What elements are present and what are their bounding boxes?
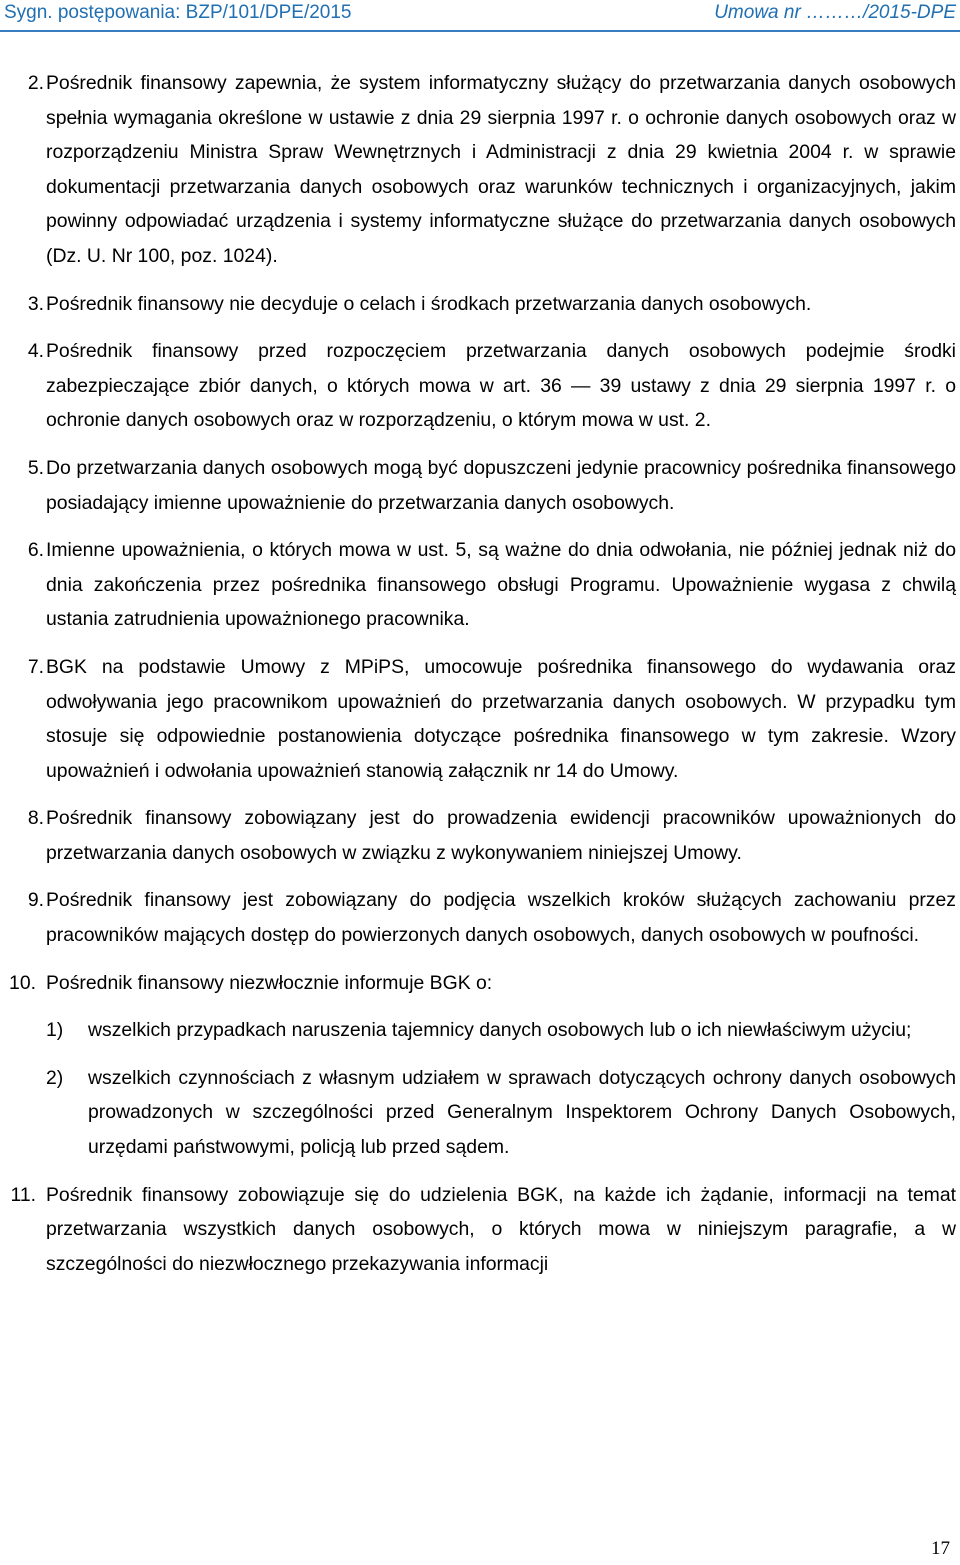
paragraph-number: 8. [27, 807, 44, 830]
page-header [0, 0, 960, 30]
paragraph-number: 11. [10, 1183, 36, 1206]
paragraph-text: Pośrednik finansowy niezwłocznie informuje BGK o: [46, 971, 493, 994]
paragraph-11 [10, 1178, 956, 1282]
subparagraph-text: wszelkich czynnościach z własnym udziałem w sprawach dotyczących ochrony danych osobowych prowadzonych w szczególności przed Generalnym Inspektorem Ochrony Danych Osobowych, urzędami państwowymi, policją lub przed sądem. [88, 1066, 956, 1159]
page-number: 17 [931, 1538, 950, 1559]
document-body [10, 66, 956, 1281]
paragraph-5 [10, 451, 956, 520]
subparagraph-number: 2) [46, 1066, 64, 1089]
paragraph-number: 2. [27, 72, 44, 94]
paragraph-number: 4. [27, 340, 44, 363]
header-rule [0, 30, 960, 32]
paragraph-number: 6. [27, 539, 44, 562]
paragraph-text: BGK na podstawie Umowy z MPiPS, umocowuje pośrednika finansowego do wydawania oraz odwoływania jego pracownikom upoważnień do przetwarzania danych osobowych. W przypadku tym stosuje się odpowiednie postanowienia dotyczące pośrednika finansowego w tym zakresie. Wzory upoważnień i odwołania upoważnień stanowią załącznik nr 14 do Umowy. [46, 655, 956, 782]
paragraph-number: 3. [27, 292, 44, 315]
paragraph-number: 7. [27, 655, 44, 678]
paragraph-text: Pośrednik finansowy zapewnia, że system informatyczny służący do przetwarzania danych osobowych spełnia wymagania określone w ustawie z dnia 29 sierpnia 1997 r. o ochronie danych osobowych oraz w rozporządzeniu Ministra Spraw Wewnętrznych i Administracji z dnia 29 kwietnia 2004 r. w sprawie dokumentacji przetwarzania danych osobowych oraz warunków technicznych i organizacyjnych, jakim powinny odpowiadać urządzenia i systemy informatyczne służące do przetwarzania danych osobowych (Dz. U. Nr 100, poz. 1024). [46, 72, 956, 267]
paragraph-6 [10, 533, 956, 637]
paragraph-text: Pośrednik finansowy zobowiązany jest do prowadzenia ewidencji pracowników upoważnionych do przetwarzania danych osobowych w związku z wykonywaniem niniejszej Umowy. [46, 807, 956, 864]
paragraph-10 [10, 966, 956, 1001]
contract-number: Umowa nr ………/2015-DPE [714, 2, 956, 23]
case-reference: Sygn. postępowania: BZP/101/DPE/2015 [4, 2, 352, 23]
subparagraph-number: 1) [46, 1019, 64, 1042]
paragraph-number: 10. [9, 971, 36, 994]
subparagraph-text: wszelkich przypadkach naruszenia tajemnicy danych osobowych lub o ich niewłaściwym użyciu; [88, 1019, 912, 1042]
paragraph-3 [10, 287, 956, 322]
paragraph-4 [10, 334, 956, 438]
paragraph-text: Pośrednik finansowy przed rozpoczęciem przetwarzania danych osobowych podejmie środki zabezpieczające zbiór danych, o których mowa w art. 36 ― 39 ustawy z dnia 29 sierpnia 1997 r. o ochronie danych osobowych oraz w rozporządzeniu, o którym mowa w ust. 2. [46, 340, 956, 432]
paragraph-text: Do przetwarzania danych osobowych mogą być dopuszczeni jedynie pracownicy pośrednika finansowego posiadający imienne upoważnienie do przetwarzania danych osobowych. [46, 456, 956, 514]
paragraph-text: Pośrednik finansowy zobowiązuje się do udzielenia BGK, na każde ich żądanie, informacji na temat przetwarzania wszystkich danych osobowych, o których mowa w niniejszym paragrafie, a w szczególności do niezwłocznego przekazywania informacji [46, 1183, 956, 1275]
paragraph-8 [10, 801, 956, 870]
paragraph-text: Imienne upoważnienia, o których mowa w ust. 5, są ważne do dnia odwołania, nie później jednak niż do dnia zakończenia przez pośrednika finansowego obsługi Programu. Upoważnienie wygasa z chwilą ustania zatrudnienia upoważnionego pracownika. [46, 539, 956, 631]
paragraph-7 [10, 650, 956, 788]
subparagraph-2 [10, 1061, 956, 1165]
paragraph-2 [10, 66, 956, 274]
paragraph-number: 5. [27, 456, 44, 479]
paragraph-number: 9. [27, 889, 44, 912]
paragraph-text: Pośrednik finansowy nie decyduje o celach i środkach przetwarzania danych osobowych. [46, 292, 812, 315]
paragraph-9 [10, 883, 956, 952]
subparagraph-1 [10, 1013, 956, 1048]
paragraph-text: Pośrednik finansowy jest zobowiązany do podjęcia wszelkich kroków służących zachowaniu przez pracowników mających dostęp do powierzonych danych osobowych, danych osobowych w poufności. [46, 889, 956, 947]
